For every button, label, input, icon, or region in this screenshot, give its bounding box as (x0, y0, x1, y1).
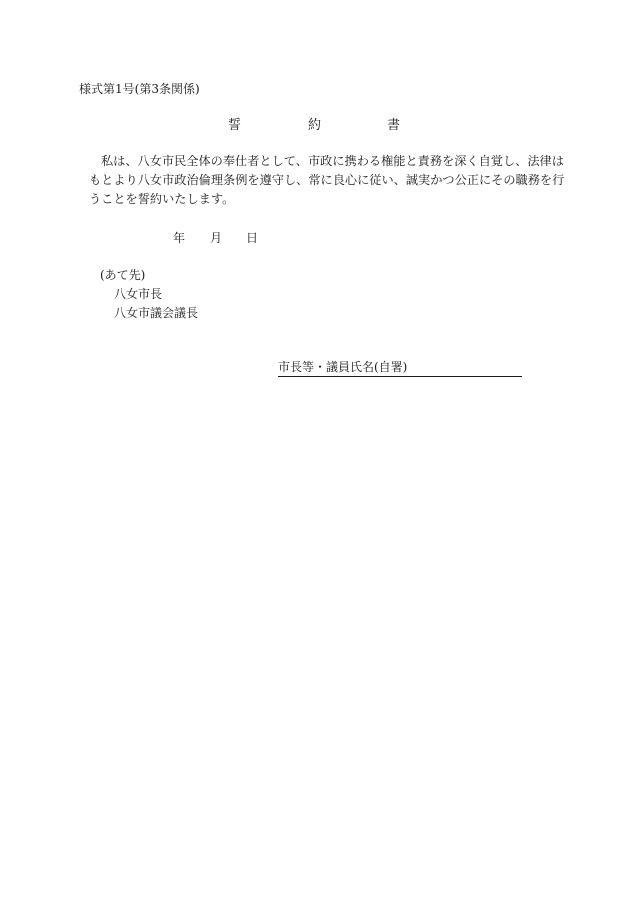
title-char-1: 誓 (228, 118, 242, 133)
addressee-recipient: 八女市長 (114, 287, 163, 301)
document-title (228, 118, 400, 134)
addressee-recipient: 八女市議会議長 (114, 306, 199, 320)
signature-line (278, 359, 522, 377)
date-day-label: 日 (246, 231, 259, 245)
addressee-label: (あて先) (100, 268, 146, 282)
title-char-2: 約 (308, 118, 322, 133)
title-char-3: 書 (387, 118, 401, 133)
date-month-label: 月 (210, 231, 223, 245)
form-number: 様式第1号(第3条関係) (79, 82, 200, 96)
signature-label: 市長等・議員氏名(自署) (278, 360, 408, 374)
pledge-text: 私は、八女市民全体の奉仕者として、市政に携わる権能と責務を深く自覚し、法律はもとより八女市政治倫理条例を遵守し、常に良心に従い、誠実かつ公正にその職務を行うことを誓約いたします。 (89, 154, 565, 206)
date-line (173, 230, 258, 246)
date-year-label: 年 (173, 231, 186, 245)
